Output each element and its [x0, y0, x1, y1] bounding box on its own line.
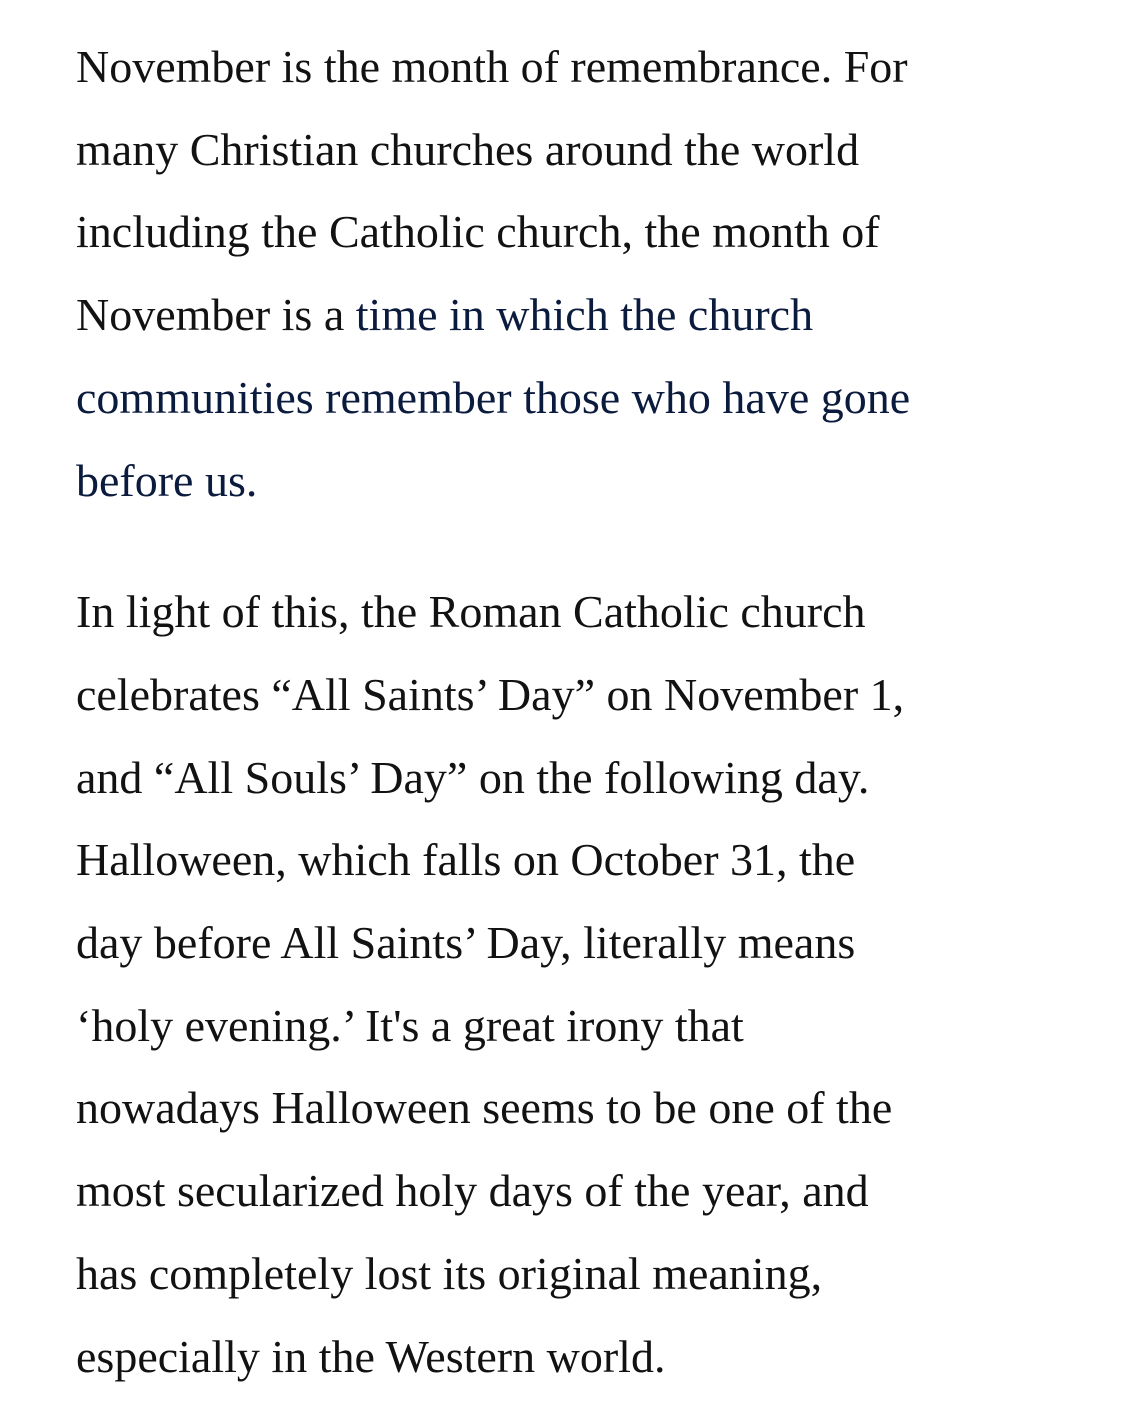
inline-link[interactable]: communities remember those who have gone	[76, 371, 911, 423]
paragraph-text: November is a	[76, 289, 356, 341]
paragraph-line	[76, 440, 1076, 523]
inline-link[interactable]: before us.	[76, 454, 258, 506]
inline-link[interactable]: time in which the church	[355, 289, 814, 341]
paragraph-line: and “All Souls’ Day” on the following day.	[76, 751, 870, 803]
paragraph-line	[76, 274, 1076, 357]
paragraph-line: including the Catholic church, the month of	[76, 206, 880, 258]
article-body	[76, 26, 1076, 1398]
paragraph-line: Halloween, which falls on October 31, the	[76, 834, 856, 886]
paragraph-line: day before All Saints’ Day, literally means	[76, 917, 856, 969]
paragraph-line: especially in the Western world.	[76, 1330, 666, 1382]
paragraph-line: many Christian churches around the world	[76, 123, 860, 175]
paragraph-line: In light of this, the Roman Catholic church	[76, 586, 866, 638]
paragraph-1	[76, 26, 1076, 522]
paragraph-line: November is the month of remembrance. For	[76, 41, 908, 92]
paragraph-line: most secularized holy days of the year, and	[76, 1165, 869, 1217]
paragraph-line: celebrates “All Saints’ Day” on November 1,	[76, 668, 905, 720]
paragraph-2	[76, 571, 1076, 1398]
paragraph-line	[76, 357, 1076, 440]
paragraph-line: nowadays Halloween seems to be one of the	[76, 1082, 893, 1134]
paragraph-line: has completely lost its original meaning,	[76, 1247, 823, 1299]
paragraph-line: ‘holy evening.’ It's a great irony that	[76, 999, 744, 1051]
